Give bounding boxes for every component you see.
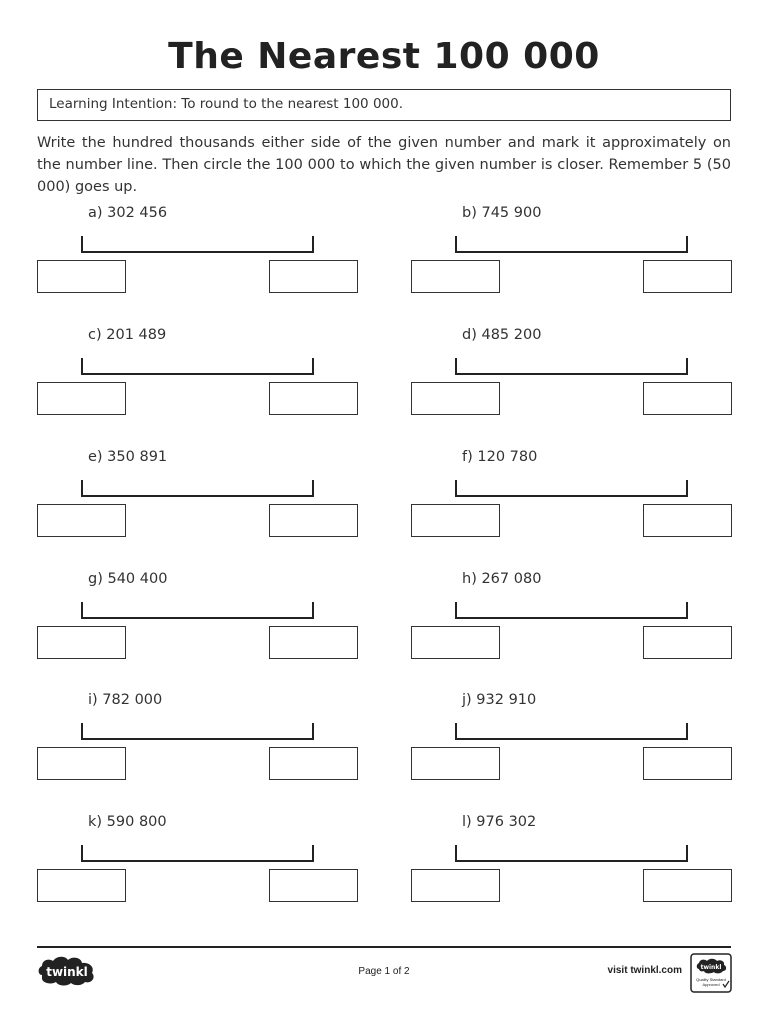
number-line: [81, 358, 314, 375]
problem-l: [411, 814, 733, 924]
lower-hundred-thousand-box[interactable]: [37, 747, 126, 780]
number-line: [455, 845, 688, 862]
upper-hundred-thousand-box[interactable]: [643, 504, 732, 537]
upper-hundred-thousand-box[interactable]: [643, 260, 732, 293]
problem-label: f) 120 780: [462, 449, 538, 465]
learning-intention-text: Learning Intention: To round to the nearest 100 000.: [49, 96, 403, 112]
number-line: [455, 236, 688, 253]
number-line: [81, 236, 314, 253]
problem-label: l) 976 302: [462, 814, 537, 830]
badge-line-2: Approved: [702, 982, 720, 987]
problem-g: [37, 571, 359, 681]
number-line: [455, 723, 688, 740]
lower-hundred-thousand-box[interactable]: [37, 626, 126, 659]
lower-hundred-thousand-box[interactable]: [411, 260, 500, 293]
footer-divider: [37, 946, 731, 948]
problem-label: k) 590 800: [88, 814, 167, 830]
problem-label: j) 932 910: [462, 692, 537, 708]
problem-label: e) 350 891: [88, 449, 168, 465]
upper-hundred-thousand-box[interactable]: [269, 869, 358, 902]
number-line: [81, 602, 314, 619]
upper-hundred-thousand-box[interactable]: [269, 747, 358, 780]
problem-label: c) 201 489: [88, 327, 167, 343]
lower-hundred-thousand-box[interactable]: [37, 382, 126, 415]
problem-label: g) 540 400: [88, 571, 168, 587]
number-line: [81, 845, 314, 862]
problem-i: [37, 692, 359, 802]
svg-text:twinkl: twinkl: [700, 964, 722, 971]
number-line: [455, 480, 688, 497]
problem-b: [411, 205, 733, 315]
logo-text: twinkl: [46, 965, 88, 979]
upper-hundred-thousand-box[interactable]: [269, 260, 358, 293]
upper-hundred-thousand-box[interactable]: [643, 626, 732, 659]
upper-hundred-thousand-box[interactable]: [643, 869, 732, 902]
lower-hundred-thousand-box[interactable]: [37, 504, 126, 537]
problem-label: i) 782 000: [88, 692, 163, 708]
page-number: Page 1 of 2: [358, 966, 410, 977]
problem-c: [37, 327, 359, 437]
problem-k: [37, 814, 359, 924]
upper-hundred-thousand-box[interactable]: [269, 626, 358, 659]
problem-j: [411, 692, 733, 802]
problem-d: [411, 327, 733, 437]
upper-hundred-thousand-box[interactable]: [643, 382, 732, 415]
badge-line-1: Quality Standard: [696, 977, 726, 982]
lower-hundred-thousand-box[interactable]: [411, 382, 500, 415]
upper-hundred-thousand-box[interactable]: [269, 504, 358, 537]
lower-hundred-thousand-box[interactable]: [411, 504, 500, 537]
number-line: [455, 602, 688, 619]
lower-hundred-thousand-box[interactable]: [37, 260, 126, 293]
upper-hundred-thousand-box[interactable]: [643, 747, 732, 780]
visit-link[interactable]: visit twinkl.com: [607, 965, 682, 976]
page-title: The Nearest 100 000: [168, 36, 600, 77]
lower-hundred-thousand-box[interactable]: [411, 626, 500, 659]
problem-h: [411, 571, 733, 681]
upper-hundred-thousand-box[interactable]: [269, 382, 358, 415]
lower-hundred-thousand-box[interactable]: [411, 747, 500, 780]
number-line: [81, 723, 314, 740]
lower-hundred-thousand-box[interactable]: [411, 869, 500, 902]
number-line: [455, 358, 688, 375]
problem-a: [37, 205, 359, 315]
problem-label: h) 267 080: [462, 571, 542, 587]
instructions-text: Write the hundred thousands either side of the given number and mark it approximately on the number line. Then circle the 100 000 to which the given number is closer. Remember 5 (50 000) goes up.: [37, 135, 731, 195]
problem-e: [37, 449, 359, 559]
learning-intention-box: [37, 89, 731, 121]
problem-label: a) 302 456: [88, 205, 168, 221]
problem-label: b) 745 900: [462, 205, 542, 221]
lower-hundred-thousand-box[interactable]: [37, 869, 126, 902]
problem-f: [411, 449, 733, 559]
quality-standard-badge: [690, 953, 732, 993]
number-line: [81, 480, 314, 497]
problem-label: d) 485 200: [462, 327, 542, 343]
